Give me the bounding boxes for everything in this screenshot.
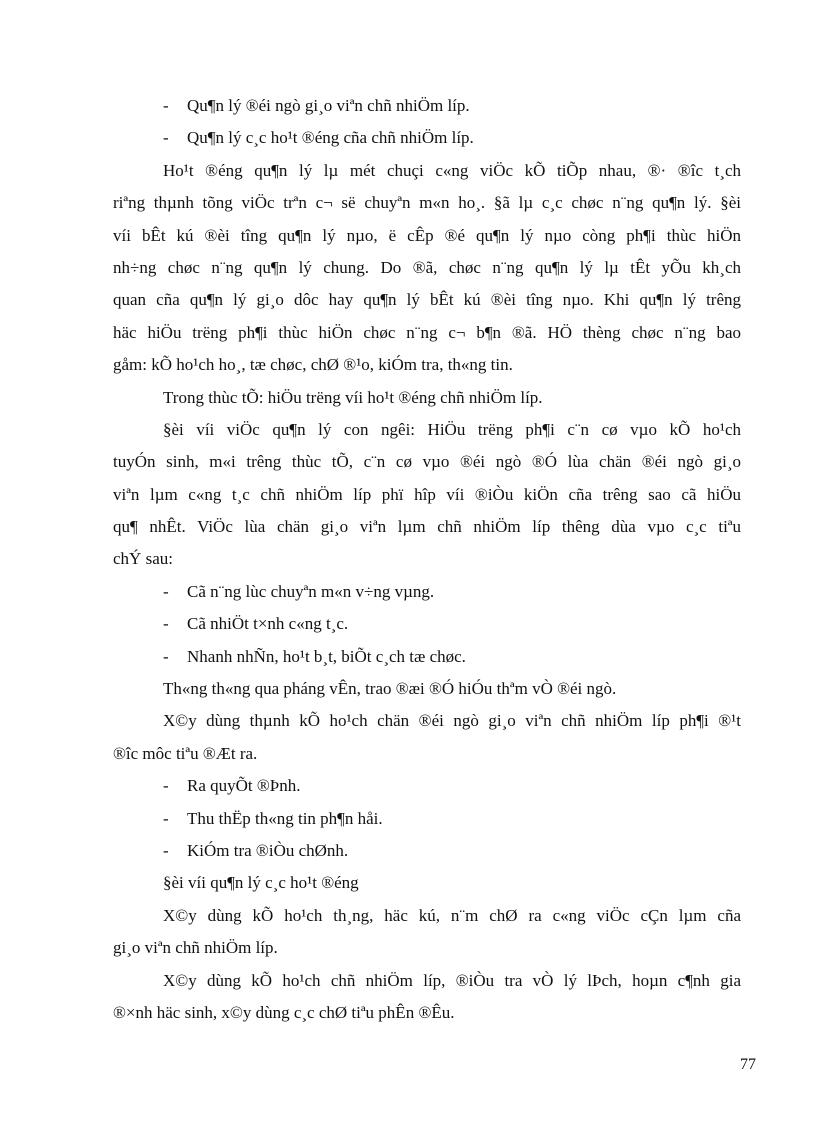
paragraph-line: nh÷ng chøc n¨ng qu¶n lý chung. Do ®ã, chøc n¨ng qu¶n lý lµ tÊt yÕu kh¸ch	[113, 257, 741, 277]
paragraph-line: X©y dùng kÕ ho¹ch th¸ng, häc kú, n¨m chØ ra c«ng viÖc cÇn lµm cña	[163, 905, 741, 925]
bullet-item	[113, 576, 741, 608]
paragraph-line: viªn lµm c«ng t¸c chñ nhiÖm líp phï hîp víi ®iÒu kiÖn cña trêng sao cã hiÖu	[113, 484, 741, 504]
dash-bullet-icon: -	[163, 581, 169, 601]
paragraph-line: X©y dùng kÕ ho¹ch chñ nhiÖm líp, ®iÒu tra vÒ lý lÞch, hoµn c¶nh gia	[163, 970, 741, 990]
bullet-item	[113, 803, 741, 835]
bullet-text: Cã nhiÖt t×nh c«ng t¸c.	[187, 614, 349, 634]
bullet-item	[113, 608, 741, 640]
paragraph-line: gåm: kÕ ho¹ch ho¸, tæ chøc, chØ ®¹o, kiÓm tra, th«ng tin.	[113, 355, 513, 375]
paragraph-line: qu¶ nhÊt. ViÖc lùa chän gi¸o viªn lµm chñ nhiÖm líp thêng dùa vµo c¸c tiªu	[113, 517, 741, 537]
paragraph-line: tuyÓn sinh, m«i trêng thùc tÕ, c¨n cø vµo ®éi ngò ®Ó lùa chän ®éi ngò gi¸o	[113, 452, 741, 472]
paragraph-line: víi bÊt kú ®èi tîng qu¶n lý nµo, ë cÊp ®é qu¶n lý nµo còng ph¶i thùc hiÖn	[113, 225, 741, 245]
paragraph-line: X©y dùng thµnh kÕ ho¹ch chän ®éi ngò gi¸o viªn chñ nhiÖm líp ph¶i ®¹t	[163, 711, 741, 731]
bullet-text: Thu thËp th«ng tin ph¶n håi.	[187, 808, 383, 828]
bullet-text: Ra quyÕt ®Þnh.	[187, 776, 301, 796]
paragraph-line: Trong thùc tÕ: hiÖu trëng víi ho¹t ®éng chñ nhiÖm líp.	[163, 387, 543, 407]
bullet-text: Qu¶n lý ®éi ngò gi¸o viªn chñ nhiÖm líp.	[187, 96, 470, 115]
paragraph-line: §èi víi viÖc qu¶n lý con ngêi: HiÖu trëng ph¶i c¨n cø vµo kÕ ho¹ch	[163, 419, 741, 439]
bullet-item	[113, 835, 741, 867]
paragraph-line: riªng thµnh tõng viÖc trªn c¬ së chuyªn m«n ho¸. §ã lµ c¸c chøc n¨ng qu¶n lý. §èi	[113, 193, 741, 213]
bullet-item	[113, 770, 741, 802]
dash-bullet-icon: -	[163, 128, 169, 148]
bullet-text: Qu¶n lý c¸c ho¹t ®éng cña chñ nhiÖm líp.	[187, 128, 474, 148]
dash-bullet-icon: -	[163, 646, 169, 666]
bullet-text: Nhanh nhÑn, ho¹t b¸t, biÕt c¸ch tæ chøc.	[187, 646, 466, 666]
bullet-item	[113, 122, 741, 154]
paragraph-line: Th«ng th«ng qua pháng vÊn, trao ®æi ®Ó hiÓu thªm vÒ ®éi ngò.	[163, 679, 617, 699]
paragraph-line: quan cña qu¶n lý gi¸o dôc hay qu¶n lý bÊt kú ®èi tîng nµo. Khi qu¶n lý trêng	[113, 290, 741, 310]
bullet-text: KiÓm tra ®iÒu chØnh.	[187, 840, 349, 860]
dash-bullet-icon: -	[163, 96, 169, 115]
bullet-item	[113, 641, 741, 673]
paragraph-line: §èi víi qu¶n lý c¸c ho¹t ®éng	[163, 873, 359, 893]
paragraph-line: chÝ sau:	[113, 549, 173, 569]
paragraph-line: Ho¹t ®éng qu¶n lý lµ mét chuçi c«ng viÖc kÕ tiÕp nhau, ®· ®îc t¸ch	[163, 160, 741, 180]
dash-bullet-icon: -	[163, 776, 169, 796]
dash-bullet-icon: -	[163, 808, 169, 828]
bullet-item	[113, 90, 741, 122]
paragraph-line: häc hiÖu trëng ph¶i thùc hiÖn chøc n¨ng c¬ b¶n ®ã. HÖ thèng chøc n¨ng bao	[113, 322, 741, 342]
dash-bullet-icon: -	[163, 840, 169, 860]
paragraph-line: ®îc môc tiªu ®Æt ra.	[113, 743, 258, 763]
paragraph-line: gi¸o viªn chñ nhiÖm líp.	[113, 938, 278, 958]
paragraph-line: ®×nh häc sinh, x©y dùng c¸c chØ tiªu phÊn ®Êu.	[113, 1002, 455, 1022]
dash-bullet-icon: -	[163, 614, 169, 634]
bullet-text: Cã n¨ng lùc chuyªn m«n v÷ng vµng.	[187, 581, 435, 601]
body-text	[113, 90, 741, 1029]
page-number: 77	[740, 1056, 756, 1073]
